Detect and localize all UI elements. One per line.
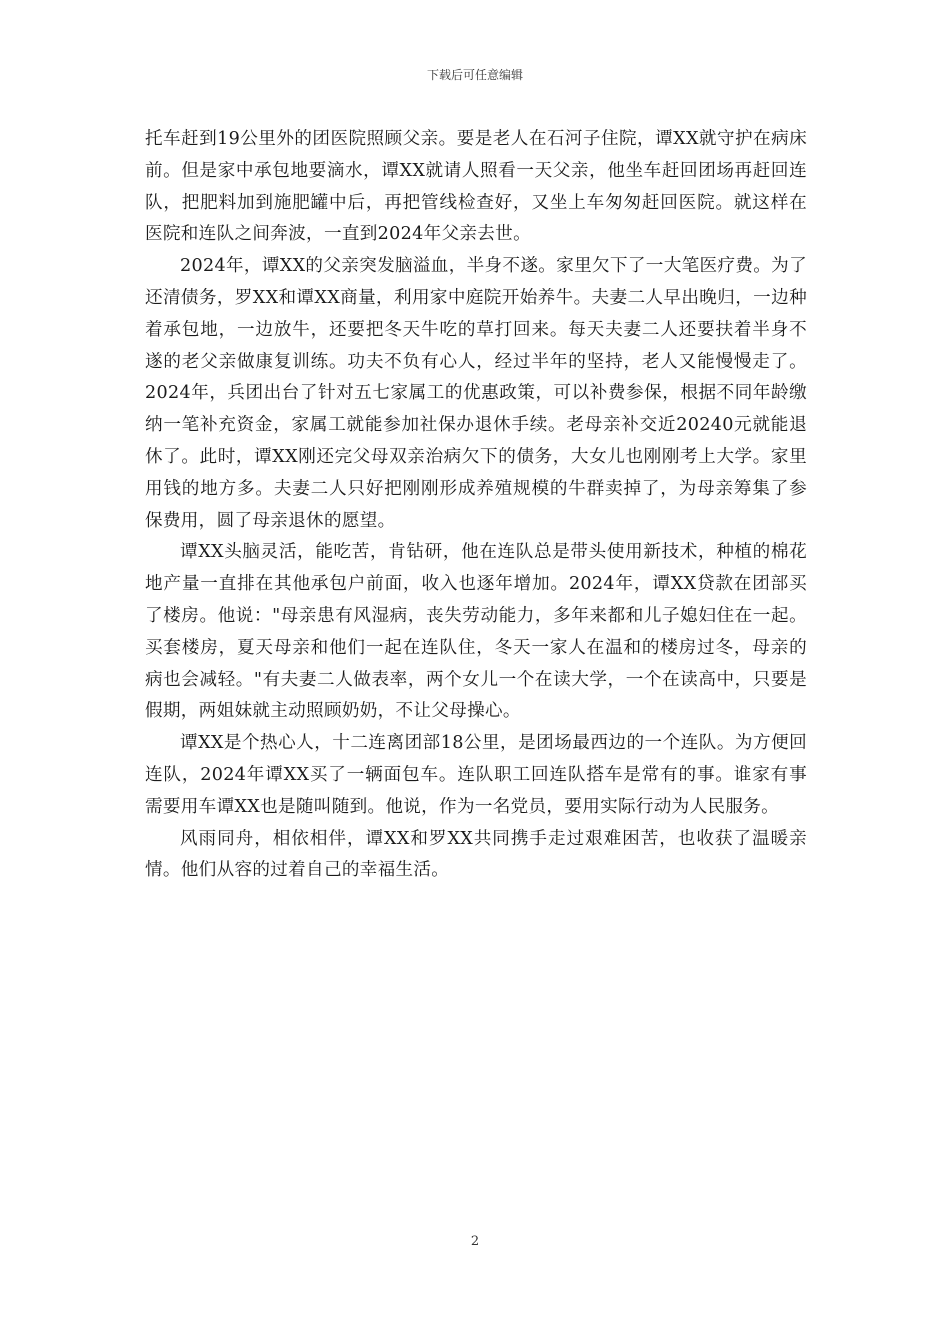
paragraph-continued: 托车赶到19公里外的团医院照顾父亲。要是老人在石河子住院，谭XX就守护在病床前。但是家中承包地要滴水，谭XX就请人照看一天父亲，他坐车赶回团场再赶回连队，把肥料加到施肥罐中后，再把管线检查好，又坐上车匆匆赶回医院。就这样在医院和连队之间奔波，一直到2024年父亲去世。	[145, 129, 807, 245]
paragraph-house: 谭XX头脑灵活，能吃苦，肯钻研，他在连队总是带头使用新技术，种植的棉花地产量一直排在其他承包户前面，收入也逐年增加。2024年，谭XX贷款在团部买了楼房。他说："母亲患有风湿病，丧失劳动能力，多年来都和儿子媳妇住在一起。买套楼房，夏天母亲和他们一起在连队住，冬天一家人在温和的楼房过冬，母亲的病也会减轻。"有夫妻二人做表率，两个女儿一个在读大学，一个在读高中，只要是假期，两姐妹就主动照顾奶奶，不让父母操心。	[145, 542, 807, 722]
paragraph-van: 谭XX是个热心人，十二连离团部18公里，是团场最西边的一个连队。为方便回连队，2024年谭XX买了一辆面包车。连队职工回连队搭车是常有的事。谁家有事需要用车谭XX也是随叫随到。他说，作为一名党员，要用实际行动为人民服务。	[145, 733, 807, 817]
page-header: 下载后可任意编辑	[426, 68, 523, 82]
page-number: 2	[470, 1234, 480, 1249]
document-body	[145, 124, 807, 887]
paragraph-illness: 2024年，谭XX的父亲突发脑溢血，半身不遂。家里欠下了一大笔医疗费。为了还清债务，罗XX和谭XX商量，利用家中庭院开始养牛。夫妻二人早出晚归，一边种着承包地，一边放牛，还要把冬天牛吃的草打回来。每天夫妻二人还要扶着半身不遂的老父亲做康复训练。功夫不负有心人，经过半年的坚持，老人又能慢慢走了。2024年，兵团出台了针对五七家属工的优惠政策，可以补费参保，根据不同年龄缴纳一笔补充资金，家属工就能参加社保办退休手续。老母亲补交近20240元就能退休了。此时，谭XX刚还完父母双亲治病欠下的债务，大女儿也刚刚考上大学。家里用钱的地方多。夫妻二人只好把刚刚形成养殖规模的牛群卖掉了，为母亲筹集了参保费用，圆了母亲退休的愿望。	[145, 256, 807, 531]
paragraph-closing: 风雨同舟，相依相伴，谭XX和罗XX共同携手走过艰难困苦，也收获了温暖亲情。他们从容的过着自己的幸福生活。	[145, 828, 807, 881]
